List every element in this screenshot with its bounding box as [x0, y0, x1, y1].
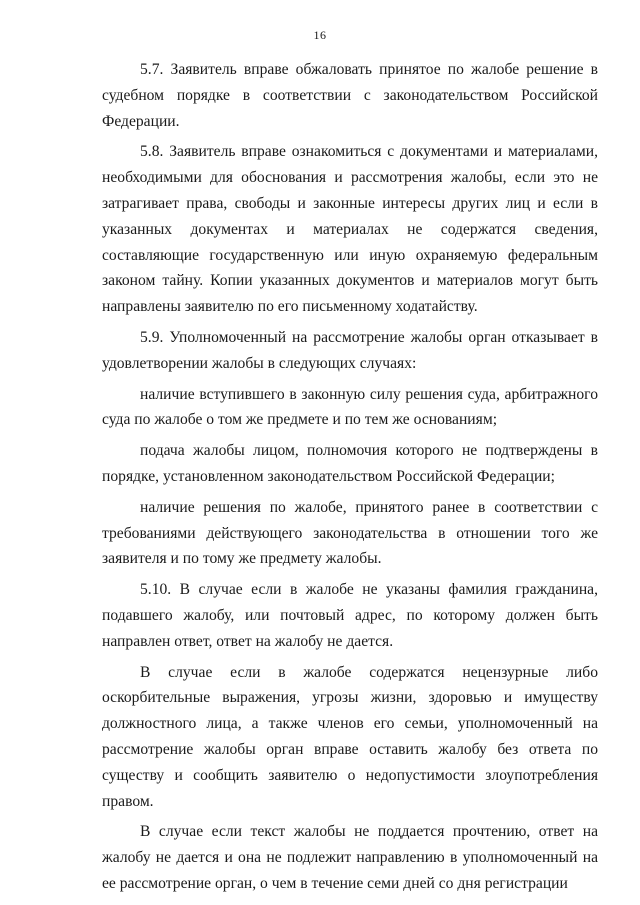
paragraph-refusal-unauthorized: подача жалобы лицом, полномочия которого не подтверждены в порядке, установленном законодательством Российской Федерации; — [102, 442, 598, 485]
paragraph-5-7: 5.7. Заявитель вправе обжаловать принятое по жалобе решение в судебном порядке в соответствии с законодательством Российской Федерации. — [102, 61, 598, 130]
paragraph-refusal-court-decision: наличие вступившего в законную силу решения суда, арбитражного суда по жалобе о том же предмете и по тем же основаниям; — [102, 385, 598, 429]
paragraph-refusal-prior-decision: наличие решения по жалобе, принятого ранее в соответствии с требованиями действующего законодательства в отношении того же заявителя и по тому же предмету жалобы. — [102, 498, 598, 568]
paragraph-5-9: 5.9. Уполномоченный на рассмотрение жалобы орган отказывает в удовлетворении жалобы в следующих случаях: — [102, 328, 598, 372]
paragraph-5-10: 5.10. В случае если в жалобе не указаны фамилия гражданина, подавшего жалобу, или почтовый адрес, по которому должен быть направлен ответ, ответ на жалобу не дается. — [102, 581, 598, 650]
paragraph-unreadable-text: В случае если текст жалобы не поддается прочтению, ответ на жалобу не дается и она не подлежит направлению в уполномоченный на ее рассмотрение орган, о чем в течение семи дней со дня регистрации — [102, 823, 598, 892]
page-number: 16 — [313, 28, 327, 42]
paragraph-5-8: 5.8. Заявитель вправе ознакомиться с документами и материалами, необходимыми для обоснования и рассмотрения жалобы, если это не затрагивает права, свободы и законные интересы других лиц и если в указанных документах и материалах не содержатся сведения, составляющие государственную или иную охраняемую федеральным законом тайну. Копии указанных документов и материалов могут быть направлены заявителю по его письменному ходатайству. — [102, 143, 598, 316]
document-body — [102, 57, 598, 897]
paragraph-offensive-content: В случае если в жалобе содержатся нецензурные либо оскорбительные выражения, угрозы жизни, здоровью и имуществу должностного лица, а также членов его семьи, уполномоченный на рассмотрение жалобы орган вправе оставить жалобу без ответа по существу и сообщить заявителю о недопустимости злоупотребления правом. — [102, 663, 598, 810]
